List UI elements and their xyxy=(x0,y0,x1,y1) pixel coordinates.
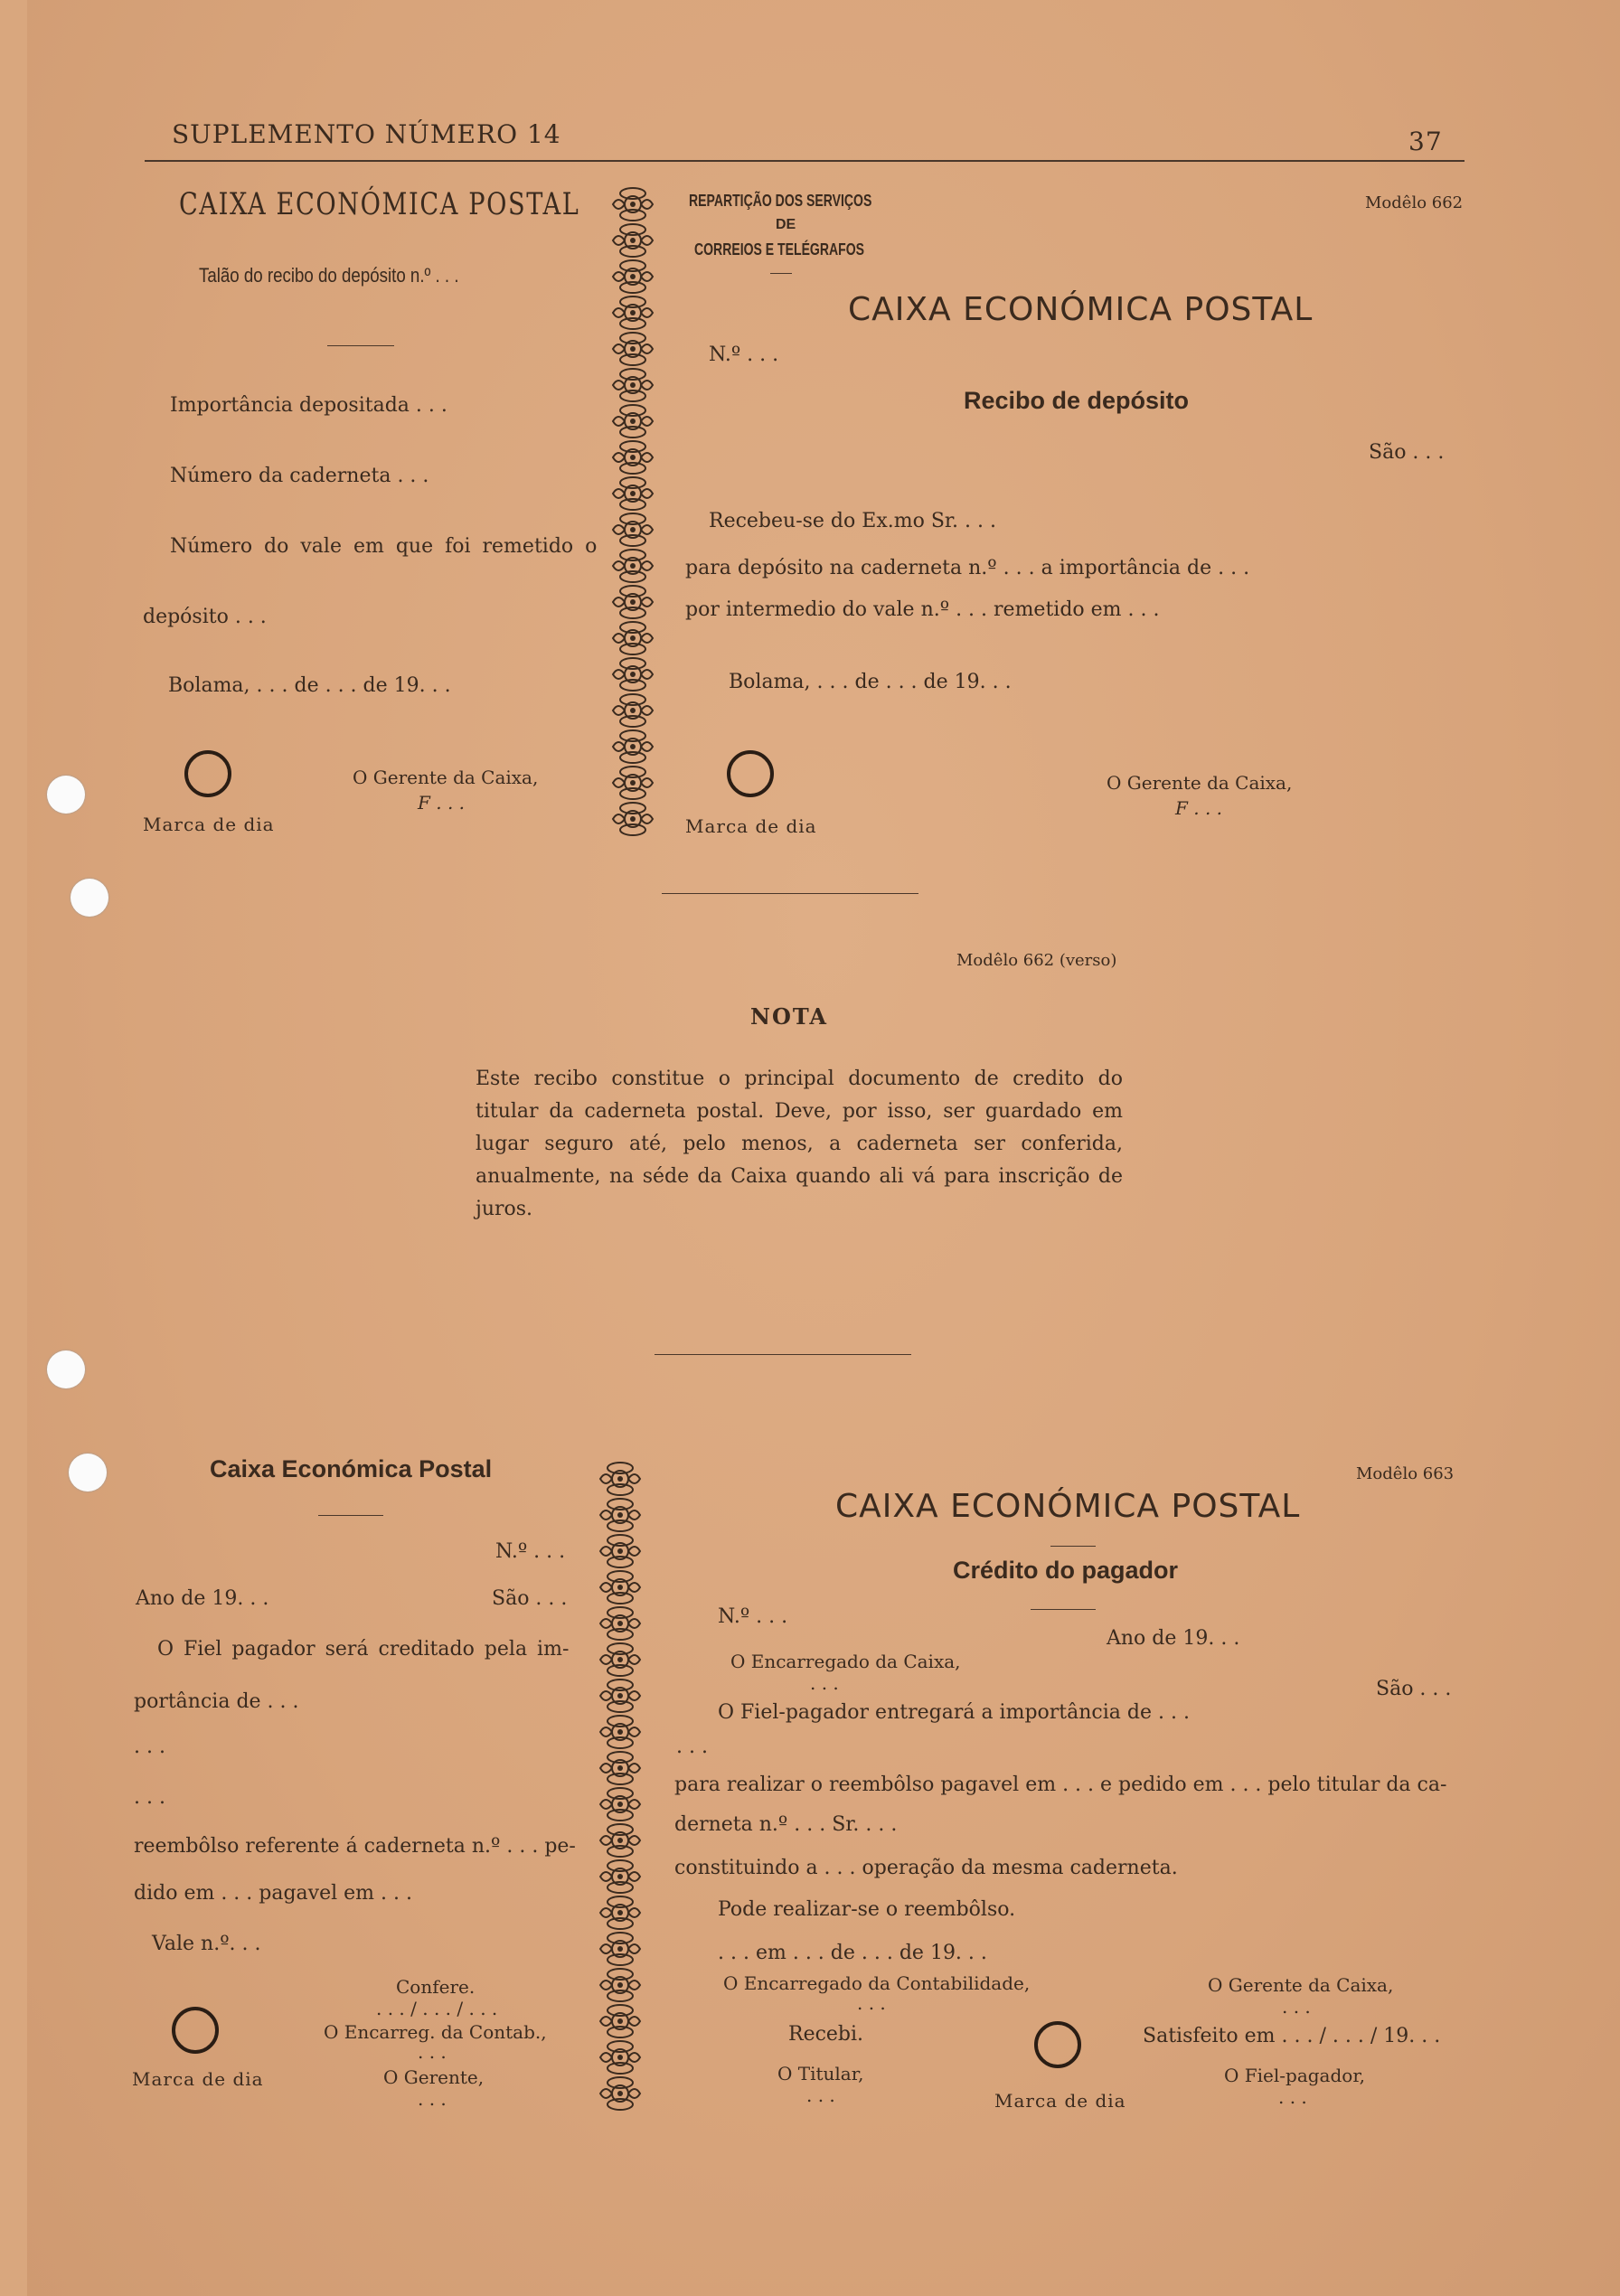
encarregado-caixa: O Encarregado da Caixa, xyxy=(730,1651,961,1672)
encarregado-contabilidade: O Encarregado da Contabilidade, xyxy=(723,1972,1031,1994)
talao-divider xyxy=(327,345,394,346)
encarreg-contab: O Encarreg. da Contab., xyxy=(324,2021,547,2043)
recibo-caixa-title: CAIXA ECONÓMICA POSTAL xyxy=(848,291,1314,328)
page-number: 37 xyxy=(1408,127,1443,156)
talao-number: Talão do recibo do depósito n.º . . . xyxy=(199,264,459,287)
em-de-date: . . . em . . . de . . . de 19. . . xyxy=(718,1942,987,1964)
credito-bottom-rule xyxy=(1031,1609,1096,1610)
reparticao-line-1: REPARTIÇÃO DOS SERVIÇOS xyxy=(689,192,872,210)
nota-title: NOTA xyxy=(750,1003,829,1030)
gerente-label: O Gerente da Caixa, xyxy=(353,767,539,788)
marca-de-dia: Marca de dia xyxy=(143,814,275,835)
date-stamp-circle xyxy=(727,750,774,797)
credito-top-rule xyxy=(1050,1546,1096,1547)
date-stamp-circle xyxy=(1034,2021,1081,2068)
credito-dots: . . . xyxy=(676,1736,708,1758)
ornamental-border-top xyxy=(606,186,660,841)
bottom-left-title: Caixa Económica Postal xyxy=(210,1455,493,1482)
reparticao-line-2: DE xyxy=(776,217,796,232)
credito-caixa-title: CAIXA ECONÓMICA POSTAL xyxy=(835,1488,1301,1525)
derneta-line: derneta n.º . . . Sr. . . . xyxy=(674,1813,898,1836)
encarreg-contab-dots: . . . xyxy=(418,2041,447,2063)
pode-realizar: Pode realizar-se o reembôlso. xyxy=(718,1898,1016,1921)
recibo-gerente-signature: F . . . xyxy=(1175,797,1223,819)
deposito-label: depósito . . . xyxy=(143,606,267,628)
para-realizar: para realizar o reembôlso pagavel em . . . e pedido em . . . pelo titular da ca- xyxy=(674,1774,1447,1796)
recebi-label: Recebi. xyxy=(788,2023,864,2046)
numero-caderneta: Número da caderneta . . . xyxy=(170,465,429,487)
confere-label: Confere. xyxy=(396,1976,476,1998)
constituindo: constituindo a . . . operação da mesma caderneta. xyxy=(674,1857,1178,1879)
date-stamp-circle xyxy=(172,2007,219,2054)
date-stamp-circle xyxy=(184,750,231,797)
modelo-662-verso: Modêlo 662 (verso) xyxy=(956,951,1117,970)
punch-hole xyxy=(71,879,108,917)
importancia-depositada: Importância depositada . . . xyxy=(170,394,447,417)
titular-dots: . . . xyxy=(806,2084,835,2106)
modelo-662: Modêlo 662 xyxy=(1365,193,1464,212)
para-deposito: para depósito na caderneta n.º . . . a importância de . . . xyxy=(685,557,1250,579)
reparticao-rule xyxy=(770,273,792,274)
encarregado-caixa-dots: . . . xyxy=(810,1672,839,1694)
fiel-pagador-line-1: O Fiel pagador será creditado pela im- xyxy=(157,1638,570,1661)
blank-line-1: . . . xyxy=(134,1736,165,1758)
fiel-entregara: O Fiel-pagador entregará a importância de . . . xyxy=(718,1701,1190,1724)
credito-do-pagador: Crédito do pagador xyxy=(953,1557,1178,1584)
confere-date: . . . / . . . / . . . xyxy=(376,1998,498,2019)
marca-de-dia: Marca de dia xyxy=(685,815,817,837)
credito-sao: São . . . xyxy=(1376,1678,1452,1700)
recibo-de-deposito: Recibo de depósito xyxy=(964,387,1190,414)
recibo-sao: São . . . xyxy=(1369,441,1445,464)
credito-numero: N.º . . . xyxy=(718,1605,788,1628)
bottom-left-ano: Ano de 19. . . xyxy=(136,1587,269,1610)
encarregado-contabilidade-dots: . . . xyxy=(857,1992,886,2014)
reembolso-line-1: reembôlso referente á caderneta n.º . . . pe- xyxy=(134,1835,576,1858)
header-rule xyxy=(145,160,1465,162)
bottom-left-sao: São . . . xyxy=(492,1587,568,1610)
gerente-signature: F . . . xyxy=(418,792,466,814)
ornamental-border-bottom xyxy=(593,1461,647,2115)
punch-hole xyxy=(47,776,85,814)
credito-gerente-dots: . . . xyxy=(1282,1996,1311,2018)
punch-hole xyxy=(69,1454,107,1491)
vale-numero: Vale n.º. . . xyxy=(152,1933,261,1955)
reembolso-line-2: dido em . . . pagavel em . . . xyxy=(134,1882,412,1905)
bottom-left-gerente: O Gerente, xyxy=(383,2066,485,2088)
blank-line-2: . . . xyxy=(134,1786,165,1809)
marca-de-dia: Marca de dia xyxy=(994,2090,1126,2112)
numero-vale: Número do vale em que foi remetido o xyxy=(170,535,598,558)
fiel-pagador-label: O Fiel-pagador, xyxy=(1224,2065,1366,2086)
recebeu-se: Recebeu-se do Ex.mo Sr. . . . xyxy=(709,510,996,532)
titular-label: O Titular, xyxy=(777,2063,864,2084)
credito-ano: Ano de 19. . . xyxy=(1107,1627,1240,1650)
fiel-pagador-dots: . . . xyxy=(1278,2086,1307,2108)
por-intermedio: por intermedio do vale n.º . . . remetido em . . . xyxy=(685,598,1160,621)
fiel-pagador-line-2: portância de . . . xyxy=(134,1690,299,1713)
middle-rule-2 xyxy=(655,1354,911,1355)
modelo-663: Modêlo 663 xyxy=(1356,1464,1455,1483)
punch-hole xyxy=(47,1350,85,1388)
talao-title: CAIXA ECONÓMICA POSTAL xyxy=(179,186,580,222)
middle-rule-1 xyxy=(662,893,918,894)
bolama-date: Bolama, . . . de . . . de 19. . . xyxy=(168,674,451,697)
satisfeito-em: Satisfeito em . . . / . . . / 19. . . xyxy=(1143,2025,1441,2047)
nota-text: Este recibo constitue o principal documento de credito do titular da caderneta postal. Deve, por isso, ser guardado em lugar seguro até, pelo menos, a caderneta ser conferida, anualmente, na séde da Caixa quando ali vá para inscrição de juros. xyxy=(476,1068,1123,1220)
credito-gerente: O Gerente da Caixa, xyxy=(1208,1974,1394,1996)
recibo-numero: N.º . . . xyxy=(709,343,779,366)
bottom-left-numero: N.º . . . xyxy=(495,1540,566,1563)
bottom-left-gerente-dots: . . . xyxy=(418,2088,447,2110)
recibo-gerente-label: O Gerente da Caixa, xyxy=(1107,772,1293,794)
supplement-header: SUPLEMENTO NÚMERO 14 xyxy=(172,119,561,149)
marca-de-dia: Marca de dia xyxy=(132,2068,264,2090)
bottom-left-rule xyxy=(318,1515,383,1516)
reparticao-line-3: CORREIOS E TELÉGRAFOS xyxy=(694,240,865,259)
recibo-bolama-date: Bolama, . . . de . . . de 19. . . xyxy=(729,671,1012,693)
